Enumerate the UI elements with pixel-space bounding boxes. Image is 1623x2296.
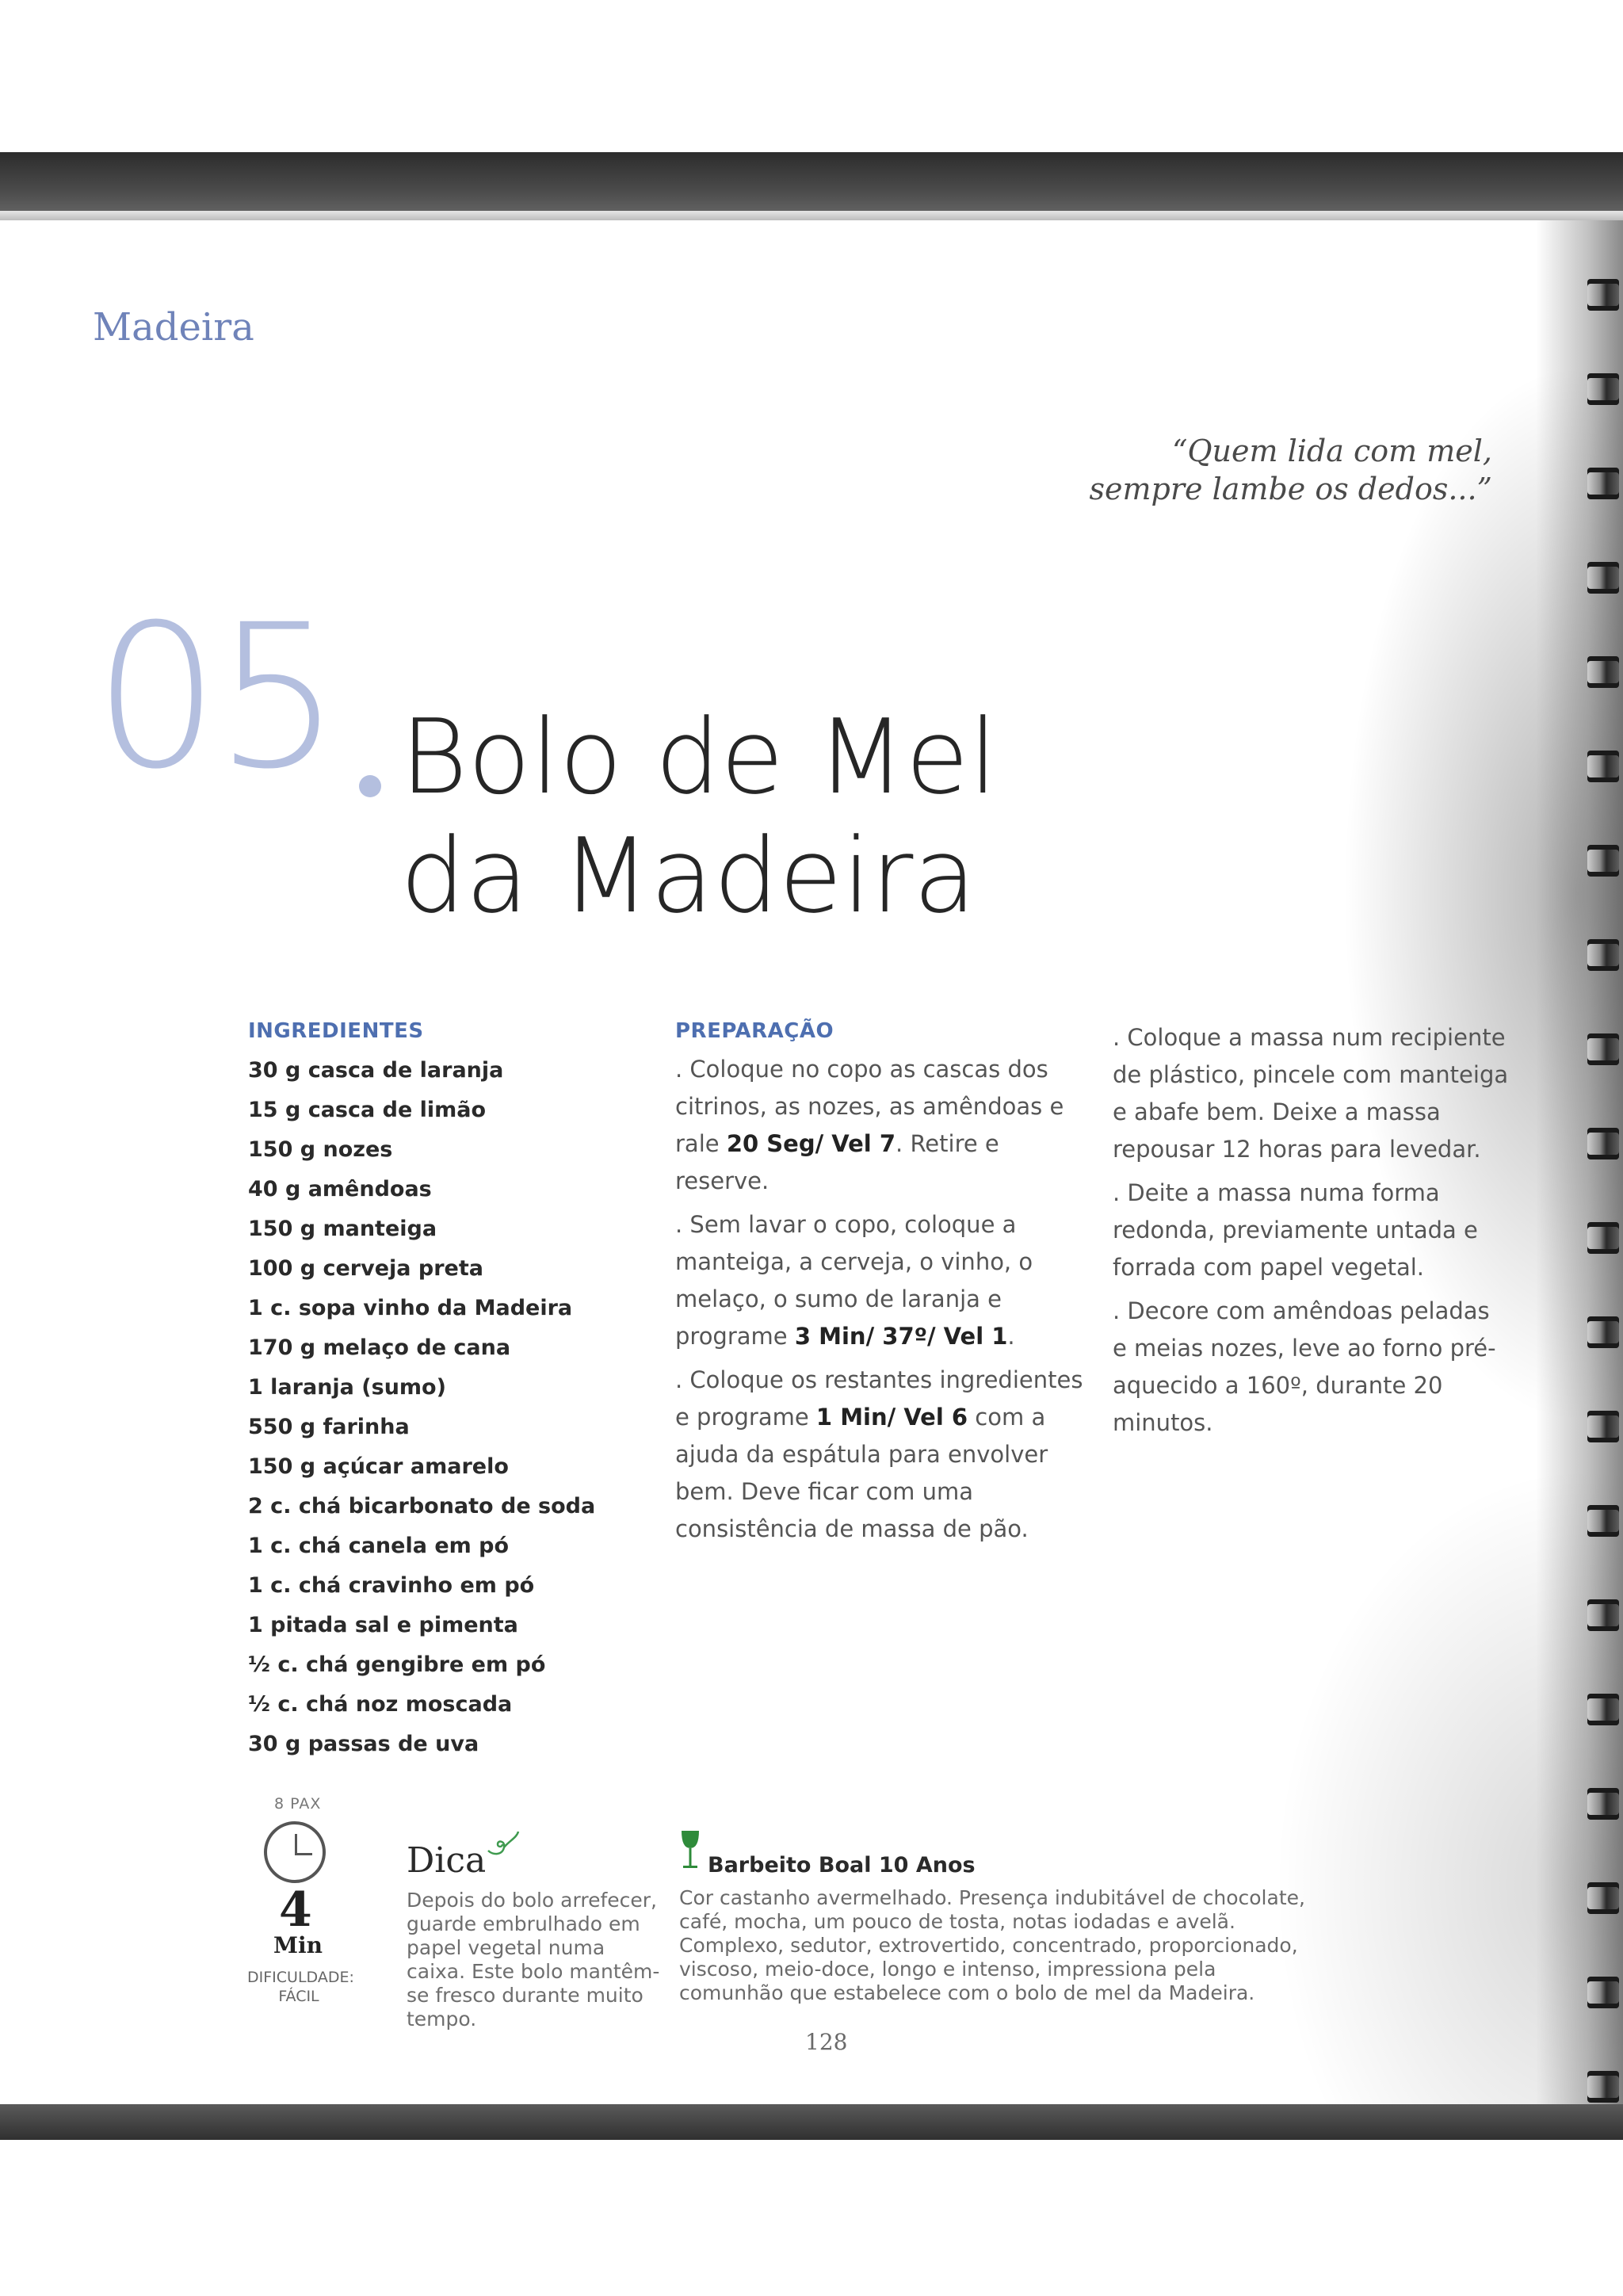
ingredient-item: 1 c. chá cravinho em pó	[248, 1573, 535, 1598]
ingredients-heading: INGREDIENTES	[248, 1019, 424, 1043]
spiral-ring	[1587, 1977, 1619, 2008]
step-text: . Coloque os restantes ingredientes e programe	[675, 1366, 1083, 1431]
spiral-ring	[1587, 1316, 1619, 1348]
ingredient-item: 150 g nozes	[248, 1137, 393, 1162]
step-text: . Retire e reserve.	[675, 1130, 999, 1194]
difficulty-value: FÁCIL	[278, 1988, 319, 2005]
tip-text: Depois do bolo arrefecer, guarde embrulhado em papel vegetal numa caixa. Este bolo mantêm-se fresco durante muito tempo.	[407, 1889, 660, 2030]
recipe-title	[400, 697, 998, 935]
wine-description: Cor castanho avermelhado. Presença indubitável de chocolate, café, mocha, um pouco de tosta, notas iodadas e avelã. Complexo, sedutor, extrovertido, concentrado, proporcionado, viscoso, meio-doce, longo e intenso, impressiona pela comunhão que estabelece com o bolo de mel da Madeira.	[679, 1886, 1305, 2004]
time-value: 4	[279, 1882, 312, 1938]
quote	[1090, 432, 1492, 508]
ingredient-item: 550 g farinha	[248, 1415, 410, 1439]
ingredient-item: 2 c. chá bicarbonato de soda	[248, 1494, 596, 1519]
spiral-ring	[1587, 751, 1619, 782]
quote-line-1: “Quem lida com mel,	[1171, 434, 1492, 468]
preparation-continued	[1113, 1019, 1509, 1448]
spiral-ring	[1587, 2071, 1619, 2103]
spiral-ring	[1587, 1882, 1619, 1914]
ingredient-item: 15 g casca de limão	[248, 1098, 487, 1122]
ingredient-item: 150 g açúcar amarelo	[248, 1454, 509, 1479]
ingredient-item: 100 g cerveja preta	[248, 1256, 483, 1281]
spiral-ring	[1587, 1222, 1619, 1254]
preparation-step-4: . Coloque a massa num recipiente de plástico, pincele com manteiga e abafe bem. Deixe a massa repousar 12 horas para levedar.	[1113, 1024, 1509, 1163]
spiral-ring	[1587, 939, 1619, 971]
step-text: com a ajuda da espátula para envolver bem. Deve ficar com uma consistência de massa de pão.	[675, 1404, 1048, 1542]
difficulty-label: DIFICULDADE:	[247, 1969, 354, 1986]
page-edge	[0, 211, 1623, 220]
wine-name: Barbeito Boal 10 Anos	[708, 1853, 976, 1878]
step-text: . Sem lavar o copo, coloque a manteiga, a cerveja, o vinho, o melaço, o sumo de laranja e programe	[675, 1211, 1033, 1350]
spiral-ring	[1587, 1788, 1619, 1820]
step-setting: 3 Min/ 37º/ Vel 1	[794, 1323, 1008, 1350]
section-label: Madeira	[93, 305, 254, 350]
scan-border-top	[0, 152, 1623, 220]
servings-label: 8 PAX	[274, 1795, 322, 1813]
bullet-dot-icon	[359, 775, 381, 797]
preparation-step-6: . Decore com amêndoas peladas e meias nozes, leve ao forno pré-aquecido a 160º, durante 20 minutos.	[1113, 1297, 1496, 1436]
preparation-step-1	[675, 1051, 1087, 1200]
spiral-ring	[1587, 1033, 1619, 1065]
recipe-number: 05	[94, 582, 337, 812]
ingredients-list	[248, 1051, 628, 1764]
spiral-ring	[1587, 373, 1619, 405]
preparation-heading: PREPARAÇÃO	[675, 1019, 834, 1043]
ingredient-item: 1 laranja (sumo)	[248, 1375, 446, 1400]
spiral-ring	[1587, 1411, 1619, 1442]
preparation-section	[675, 1019, 1087, 1554]
ingredients-section	[248, 1019, 628, 1764]
clock-icon	[264, 1821, 326, 1883]
time-unit: Min	[273, 1932, 323, 1958]
quote-line-2: sempre lambe os dedos...”	[1089, 472, 1492, 506]
ingredient-item: ½ c. chá gengibre em pó	[248, 1652, 546, 1677]
step-text: . Coloque no copo as cascas dos citrinos, as nozes, as amêndoas e rale	[675, 1056, 1064, 1157]
ingredient-item: 40 g amêndoas	[248, 1177, 432, 1201]
difficulty	[247, 1968, 354, 2006]
ingredient-item: 30 g passas de uva	[248, 1732, 479, 1756]
spiral-ring	[1587, 468, 1619, 499]
preparation-step-2	[675, 1206, 1087, 1355]
spiral-ring	[1587, 279, 1619, 311]
ingredient-item: 150 g manteiga	[248, 1217, 437, 1241]
recipe-title-line-2: da Madeira	[400, 816, 977, 936]
wine-glass-icon	[679, 1828, 701, 1872]
ingredient-item: 1 c. sopa vinho da Madeira	[248, 1296, 573, 1320]
spiral-ring	[1587, 845, 1619, 877]
ingredient-item: 170 g melaço de cana	[248, 1335, 511, 1360]
step-setting: 20 Seg/ Vel 7	[726, 1130, 896, 1157]
ingredient-item: ½ c. chá noz moscada	[248, 1692, 513, 1717]
page-number: 128	[805, 2029, 848, 2055]
preparation-step-5: . Deite a massa numa forma redonda, previamente untada e forrada com papel vegetal.	[1113, 1179, 1478, 1281]
spiral-ring	[1587, 1505, 1619, 1537]
spiral-ring	[1587, 1694, 1619, 1725]
swirl-icon	[485, 1827, 521, 1859]
step-text: .	[1007, 1323, 1015, 1350]
scan-border-bottom	[0, 2104, 1623, 2140]
preparation-step-3	[675, 1362, 1087, 1548]
recipe-title-line-1: Bolo de Mel	[400, 697, 998, 817]
ingredient-item: 1 c. chá canela em pó	[248, 1534, 510, 1558]
spiral-ring	[1587, 656, 1619, 688]
step-setting: 1 Min/ Vel 6	[815, 1404, 968, 1431]
spiral-ring	[1587, 1599, 1619, 1631]
ingredient-item: 30 g casca de laranja	[248, 1058, 504, 1083]
spiral-ring	[1587, 1128, 1619, 1159]
binding-shadow	[1536, 220, 1623, 2104]
ingredient-item: 1 pitada sal e pimenta	[248, 1613, 518, 1637]
spiral-ring	[1587, 562, 1619, 594]
tip-title: Dica	[407, 1840, 487, 1881]
preparation-steps	[675, 1051, 1087, 1548]
